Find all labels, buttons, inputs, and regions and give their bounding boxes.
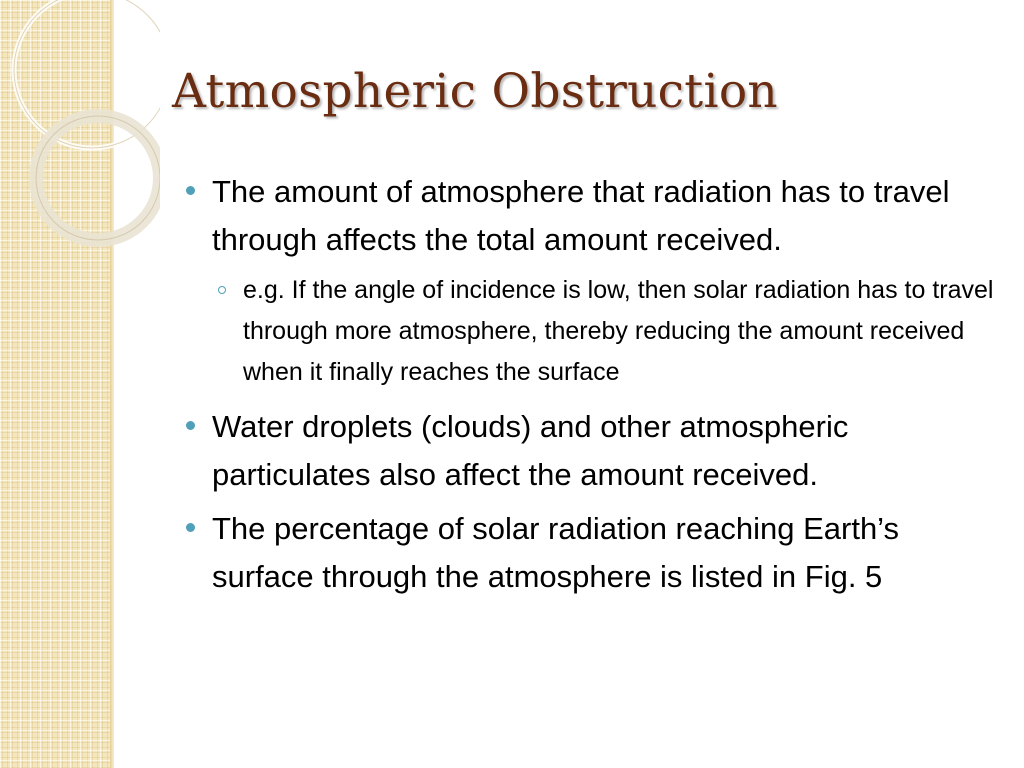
sub-bullet-ring-icon bbox=[218, 286, 226, 294]
sub-bullet-text: e.g. If the angle of incidence is low, then solar radiation has to travel through more atmosphere, thereby reducing the amount received when it finally reaches the surface bbox=[243, 276, 994, 386]
bullet-dot-icon bbox=[186, 421, 195, 430]
sub-bullet-item bbox=[186, 270, 996, 393]
bullet-text: The amount of atmosphere that radiation has to travel through affects the total amount received. bbox=[212, 174, 950, 257]
bullet-dot-icon bbox=[186, 523, 195, 532]
bullet-text: Water droplets (clouds) and other atmospheric particulates also affect the amount received. bbox=[212, 409, 849, 492]
bullet-item bbox=[186, 505, 996, 601]
lower-ring bbox=[36, 116, 160, 240]
bullet-dot-icon bbox=[186, 186, 195, 195]
slide-title: Atmospheric Obstruction bbox=[172, 64, 778, 119]
bullet-item bbox=[186, 168, 996, 264]
slide-content bbox=[186, 168, 996, 607]
bullet-text: The percentage of solar radiation reaching Earth’s surface through the atmosphere is listed in Fig. 5 bbox=[212, 511, 900, 594]
bullet-item bbox=[186, 403, 996, 499]
decorative-rings bbox=[0, 0, 160, 260]
